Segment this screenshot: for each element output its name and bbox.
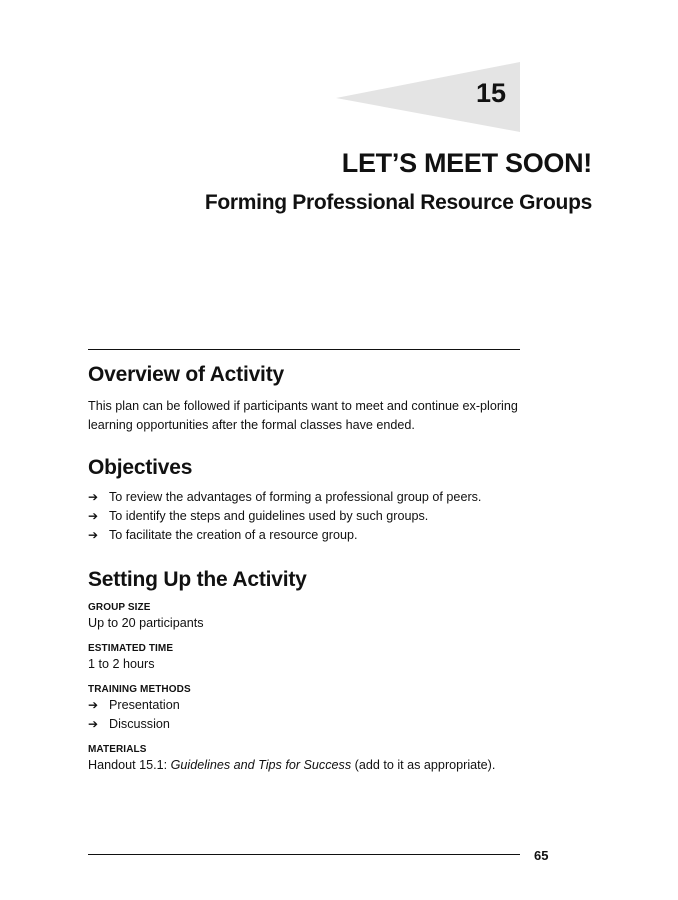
materials-label: MATERIALS	[88, 744, 147, 755]
group-size-value: Up to 20 participants	[88, 616, 204, 630]
chapter-number: 15	[475, 78, 506, 108]
materials-title: Guidelines and Tips for Success	[170, 758, 352, 772]
training-method-text: Presentation	[109, 698, 180, 712]
list-item	[88, 715, 520, 734]
setup-section	[88, 567, 520, 775]
page-number: 65	[534, 848, 549, 863]
chapter-subtitle: Forming Professional Resource Groups	[204, 191, 592, 214]
training-method-text: Discussion	[109, 717, 170, 731]
list-item	[88, 507, 520, 526]
objective-text: To identify the steps and guidelines used by such groups.	[109, 509, 429, 523]
materials-value	[88, 756, 520, 775]
training-methods-list	[88, 696, 520, 734]
list-item	[88, 526, 520, 545]
right-arrow-icon: ➔	[88, 717, 99, 731]
group-size-label: GROUP SIZE	[88, 602, 151, 613]
right-arrow-icon: ➔	[88, 509, 99, 523]
top-divider	[88, 349, 520, 350]
activity-content	[88, 360, 520, 775]
chapter-title: LET’S MEET SOON!	[341, 148, 592, 178]
right-arrow-icon: ➔	[88, 698, 99, 712]
chapter-tab	[336, 62, 520, 132]
objectives-list	[88, 488, 520, 545]
materials-prefix: Handout 15.1:	[88, 758, 171, 772]
estimated-time-value: 1 to 2 hours	[88, 657, 155, 671]
materials-suffix: (add to it as appropriate).	[351, 758, 496, 772]
training-methods-label: TRAINING METHODS	[88, 684, 191, 695]
bottom-divider	[88, 854, 520, 855]
right-arrow-icon: ➔	[88, 528, 99, 542]
right-arrow-icon: ➔	[88, 490, 99, 504]
overview-section	[88, 362, 520, 435]
overview-heading: Overview of Activity	[88, 363, 284, 386]
estimated-time-label: ESTIMATED TIME	[88, 643, 174, 654]
objectives-section	[88, 455, 520, 545]
overview-text: This plan can be followed if participants want to meet and continue ex-ploring learning opportunities after the formal classes have ended.	[88, 399, 518, 432]
objective-text: To facilitate the creation of a resource group.	[109, 528, 358, 542]
objectives-heading: Objectives	[88, 456, 193, 479]
list-item	[88, 488, 520, 507]
setup-heading: Setting Up the Activity	[88, 568, 307, 591]
list-item	[88, 696, 520, 715]
objective-text: To review the advantages of forming a professional group of peers.	[109, 490, 482, 504]
